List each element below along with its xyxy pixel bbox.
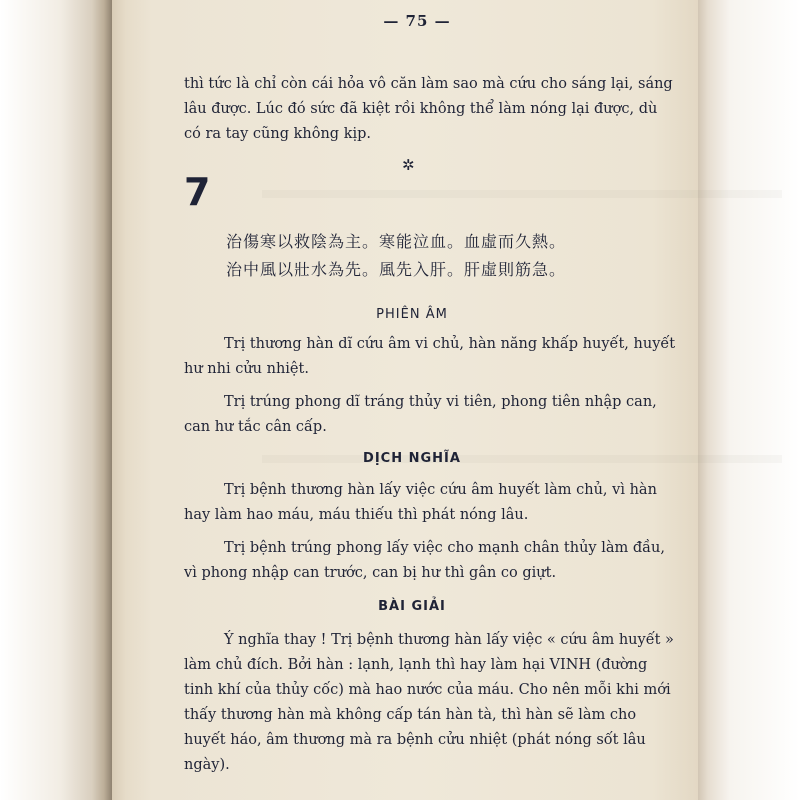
intro-paragraph: thì tức là chỉ còn cái hỏa vô căn làm sao mà cứu cho sáng lại, sáng lâu được. Lúc đó sức đã kiệt rồi không thể làm nóng lại được, dù có ra tay cũng không kịp. (184, 76, 673, 142)
section-heading-phien-am: PHIÊN ÂM (376, 307, 448, 322)
right-background (698, 0, 800, 800)
left-page-shadow (0, 0, 112, 800)
han-text-line: 治傷寒以救陰為主。寒能泣血。血虛而久熱。 (226, 232, 567, 251)
section-heading-dich-nghia: DỊCH NGHĨA (363, 451, 461, 466)
star-icon: ✲ (402, 156, 415, 174)
paragraph: Trị bệnh thương hàn lấy việc cứu âm huyết làm chủ, vì hàn hay làm hao máu, máu thiếu thì phát nóng lâu. (184, 482, 657, 523)
paragraph: Trị thương hàn dĩ cứu âm vi chủ, hàn năng khấp huyết, huyết hư nhi cửu nhiệt. (184, 336, 676, 377)
show-through (262, 190, 782, 198)
paragraph: Trị trúng phong dĩ tráng thủy vi tiên, phong tiên nhập can, can hư tắc cân cấp. (184, 394, 657, 435)
page-number: — 75 — (383, 12, 451, 30)
paragraph: Trị bệnh trúng phong lấy việc cho mạnh chân thủy làm đầu, vì phong nhập can trước, can bị hư thì gân co giựt. (184, 540, 665, 581)
section-heading-bai-giai: BÀI GIẢI (378, 599, 446, 614)
chapter-number: 7 (184, 170, 211, 214)
paragraph: Ý nghĩa thay ! Trị bệnh thương hàn lấy việc « cứu âm huyết » làm chủ đích. Bởi hàn : lạnh, lạnh thì hay làm hại VINH (đường tinh khí của thủy cốc) mà hao nước của máu. Cho nên mỗi khi mới thấy thương hàn mà không cấp tán hàn tà, thì hàn sẽ làm cho huyết háo, âm thương mà ra bệnh cửu nhiệt (phát nóng sốt lâu ngày). (184, 632, 674, 773)
book-page (112, 0, 698, 800)
han-text-line: 治中風以壯水為先。風先入肝。肝虛則筋急。 (226, 260, 567, 279)
